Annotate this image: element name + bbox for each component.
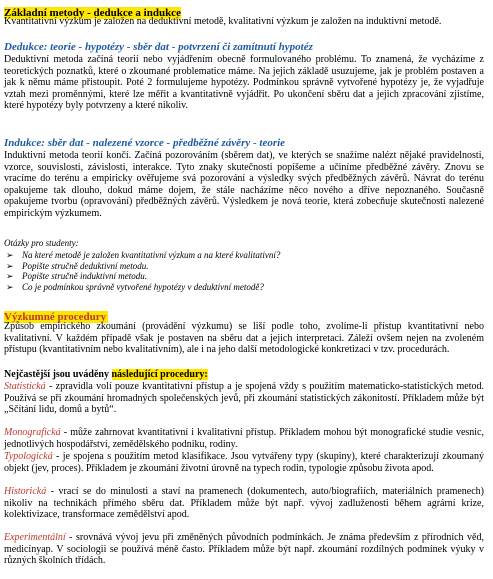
deduction-heading: Dedukce: teorie - hypotézy - sběr dat - potvrzení či zamítnutí hypotéz: [4, 41, 313, 53]
procedure-text: - vrací se do minulosti a staví na pramenech (dokumentech, auto/biografiích, materiálních pramenech) nikoliv na technikách přímého sběru dat. Příkladem může být např. vývoj zadluženosti během agrární krize, kolektivizace, transformace zemědělství apod.: [4, 486, 484, 521]
procedures-heading-highlight: následující procedury:: [111, 369, 208, 380]
procedure-experimentalni: [4, 532, 484, 567]
procedure-typologicka: [4, 451, 484, 474]
procedure-monograficka: [4, 427, 484, 450]
questions-intro: Otázky pro studenty:: [4, 238, 79, 248]
induction-heading: Indukce: sběr dat - nalezené vzorce - předběžné závěry - teorie: [4, 137, 286, 149]
procedure-statisticka: [4, 381, 484, 416]
arrow-bullet-icon: ➢: [6, 250, 14, 260]
question-item: ➢ Popište stručně deduktivní metodu.: [6, 260, 149, 271]
procedure-term: Experimentální: [4, 532, 66, 543]
section1-title-text: Základní metody - dedukce a indukce: [4, 7, 181, 19]
procedures-heading: [4, 369, 484, 381]
procedure-historicka: [4, 486, 484, 521]
section2-title-text: Výzkumné procedury: [4, 311, 107, 323]
deduction-paragraph: Deduktivní metoda začíná teorií nebo vyjádřením obecně formulovaného problému. To znamená, že vycházíme z teoretických poznatků, které o zkoumané problematice máme. Na jejich základě usuzujeme, jak je problém postaven a jak k němu máme přistoupit. Poté 2 formulujeme hypotézy. Podmínkou správně vytvořené hypotézy je, že vyjadřuje vztah mezi proměnnými, které lze měřit a kvantitativně vyjádřit. Po ukončení sběru dat a jejich zpracování zjistíme, které hypotézy byly potvrzeny a které nikoliv.: [4, 54, 484, 112]
procedure-term: Monografická: [4, 427, 61, 438]
question-item: ➢ Popište stručně induktivní metodu.: [6, 271, 147, 281]
procedure-text: - srovnává vývoj jevu při změněných původních podmínkách. Je známa především z přírodních věd, medicínyap. V sociologii se používá méně často. Příkladem může být např. zkoumání rozdílných podmínek výuky v různých školních třídách.: [4, 532, 484, 567]
procedure-term: Statistická: [4, 381, 46, 392]
section2-intro: Způsob empirického zkoumání (provádění výzkumu) se liší podle toho, zvolíme-li přístup kvantitativní nebo kvalitativní. V každém případě však je postaven na sběru dat a jejich interpretaci. Záleží ovšem nejen na zvoleném přístupu (kvantitativním nebo kvalitativním), ale i na jeho další metodologické konkretizaci v tzv. procedurách.: [4, 321, 484, 356]
arrow-bullet-icon: ➢: [6, 260, 14, 271]
question-item: ➢ Na které metodě je založen kvantitativní výzkum a na které kvalitativní?: [6, 250, 281, 260]
questions-list: [4, 250, 484, 292]
induction-paragraph: Induktivní metoda teorií končí. Začíná pozorováním (sběrem dat), ve kterých se snažíme nalézt nějaké pravidelnosti, vzorce, souvislosti, závislosti, interakce. Tyto znaky skutečnosti popíšeme a učiníme předběžné závěry. Znovu se vracíme do terénu a empiricky ověřujeme svá pozorování a výsledky svých předběžných závěrů. Návrat do terénu opakujeme tak dlouho, dokud máme dojem, že stále nacházíme něco nového a dříve nepoznaného. Současně opakujeme tvorbu (opravování) předběžných závěrů. Výsledkem je nová teorie, která zobecňuje skutečnosti nalezené empirickým výzkumem.: [4, 150, 484, 219]
arrow-bullet-icon: ➢: [6, 281, 14, 292]
questions-list-wrap: [4, 250, 484, 292]
procedure-term: Typologická: [4, 451, 53, 462]
procedure-text: - může zahrnovat kvantitativní i kvalitativní přístup. Příkladem mohou být monografické studie vesnic, jednotlivých hospodářství, zemědělského podniku, rodiny.: [4, 427, 484, 450]
section1-intro: Kvantitativní výzkum je založen na deduktivní metodě, kvalitativní výzkum je založen na induktivní metodě.: [4, 16, 442, 27]
procedure-text: - je spojena s použitím metod klasifikace. Jsou vytvářeny typy (skupiny), které charakterizují zkoumaný objekt (jev, proces). Příkladem je zkoumání životní úrovně na typech rodin, typologie způsobu života apod.: [4, 451, 484, 474]
arrow-bullet-icon: ➢: [6, 271, 14, 281]
question-item: ➢ Co je podmínkou správně vytvořené hypotézy v deduktivní metodě?: [6, 281, 264, 292]
procedure-term: Historická: [4, 486, 47, 497]
procedures-heading-plain: Nejčastější jsou uváděny: [4, 369, 109, 380]
procedure-text: - zpravidla volí pouze kvantitativní přístup a je spojená vždy s použitím matematicko-statistických metod. Používá se při zkoumání hromadných společenských jevů, při zkoumání statistických zákonitostí. Příkladem může být „Sčítání lidu, domů a bytů“.: [4, 381, 484, 416]
